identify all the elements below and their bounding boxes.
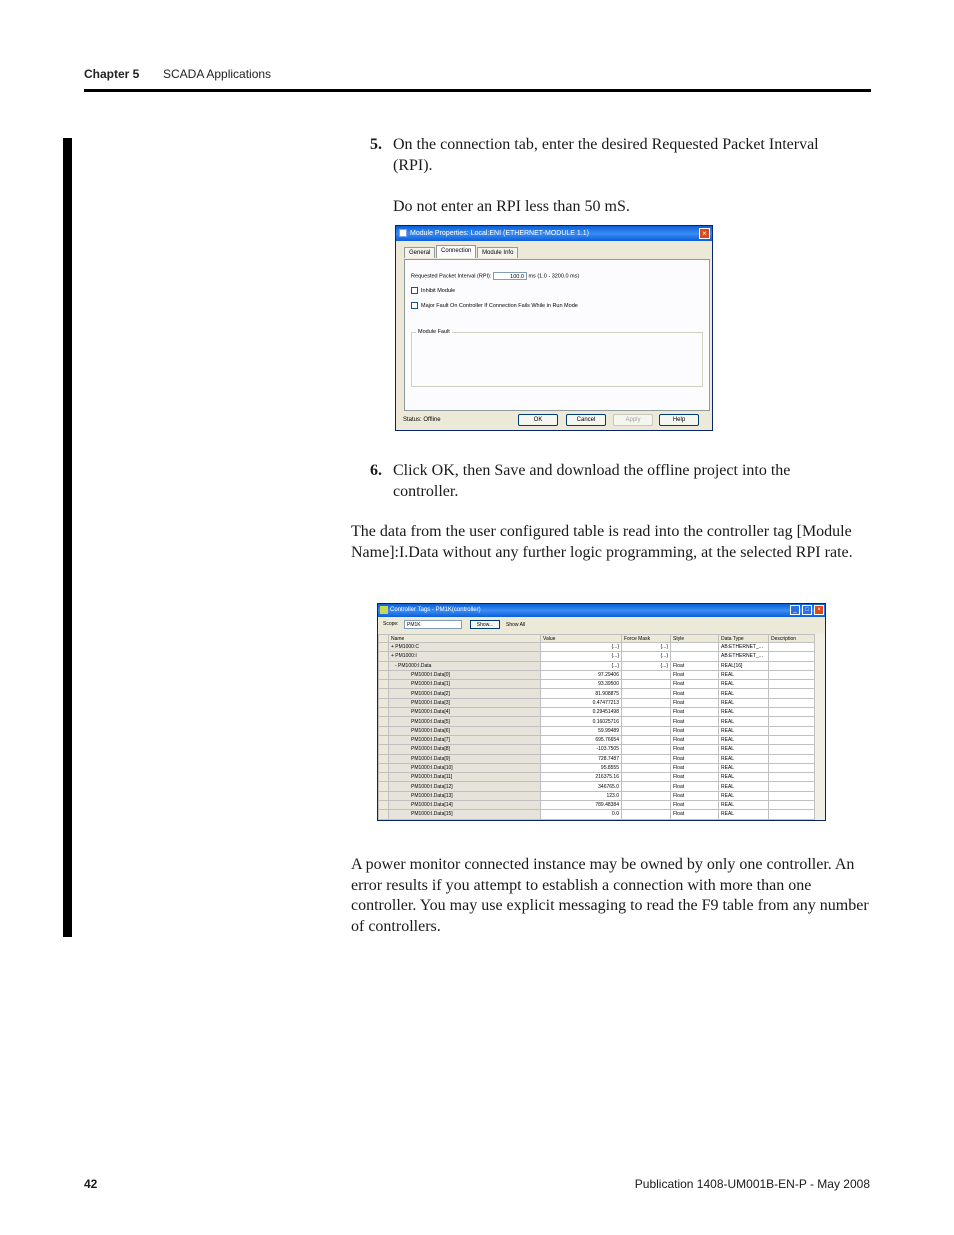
- col-header-style[interactable]: Style: [671, 635, 719, 643]
- table-row[interactable]: [379, 782, 817, 791]
- tag-force-mask: [622, 763, 671, 772]
- chapter-label: Chapter 5: [84, 67, 140, 81]
- tag-description: [769, 773, 817, 782]
- tag-value: 0.47477213: [541, 698, 622, 707]
- row-gutter: [379, 726, 389, 735]
- tag-description: [769, 791, 817, 800]
- table-row[interactable]: [379, 763, 817, 772]
- tag-data-type: REAL[16]: [719, 661, 769, 670]
- tag-description: [769, 745, 817, 754]
- tag-value: 728.7487: [541, 754, 622, 763]
- tag-name: PM1000:I.Data[6]: [389, 726, 541, 735]
- tag-value: 695.76654: [541, 735, 622, 744]
- tag-name: PM1000:I.Data[8]: [389, 745, 541, 754]
- tag-data-type: REAL: [719, 810, 769, 819]
- table-row[interactable]: [379, 801, 817, 810]
- tag-name: PM1000:I.Data[2]: [389, 689, 541, 698]
- tab-connection[interactable]: Connection: [436, 245, 476, 258]
- tags-header-row: [379, 635, 817, 643]
- tag-value: {...}: [541, 652, 622, 661]
- publication-id: Publication 1408-UM001B-EN-P - May 2008: [634, 1177, 870, 1191]
- tag-description: [769, 735, 817, 744]
- tag-force-mask: [622, 726, 671, 735]
- module-fault-label: Module Fault: [418, 329, 450, 335]
- paragraph-ownership: A power monitor connected instance may be owned by only one controller. An error results if you attempt to establish a connection with more than one controller. You may use explicit messaging to read the F9 table from any number of controllers.: [351, 856, 869, 935]
- step-5-note: Do not enter an RPI less than 50 mS.: [393, 198, 630, 215]
- status-text: Status: Offline: [403, 417, 441, 423]
- tag-data-type: REAL: [719, 726, 769, 735]
- tag-data-type: REAL: [719, 717, 769, 726]
- tag-force-mask: {...}: [622, 652, 671, 661]
- row-gutter: [379, 745, 389, 754]
- table-row[interactable]: [379, 735, 817, 744]
- tag-force-mask: {...}: [622, 643, 671, 652]
- change-bar: [63, 138, 72, 937]
- tag-force-mask: [622, 735, 671, 744]
- tag-force-mask: [622, 745, 671, 754]
- tag-description: [769, 643, 817, 652]
- tag-style: [671, 652, 719, 661]
- tag-force-mask: [622, 801, 671, 810]
- tag-force-mask: [622, 810, 671, 819]
- tag-style: Float: [671, 717, 719, 726]
- tag-style: Float: [671, 661, 719, 670]
- major-fault-row: [411, 302, 578, 309]
- tag-data-type: REAL: [719, 680, 769, 689]
- tag-style: Float: [671, 763, 719, 772]
- dialog-titlebar: [396, 226, 712, 241]
- tag-name: PM1000:I.Data[9]: [389, 754, 541, 763]
- tag-force-mask: [622, 782, 671, 791]
- ok-button[interactable]: OK: [518, 414, 558, 426]
- row-gutter: [379, 670, 389, 679]
- tag-force-mask: {...}: [622, 661, 671, 670]
- module-properties-dialog: [395, 225, 713, 431]
- tag-value: 93.39500: [541, 680, 622, 689]
- window-icon: [399, 229, 407, 237]
- tag-style: Float: [671, 680, 719, 689]
- maximize-icon[interactable]: □: [802, 605, 812, 615]
- tag-data-type: REAL: [719, 791, 769, 800]
- scope-label: Scope:: [383, 621, 399, 627]
- table-row[interactable]: [379, 717, 817, 726]
- step-text: On the connection tab, enter the desired Requested Packet Interval (RPI).: [393, 136, 819, 174]
- tag-data-type: REAL: [719, 801, 769, 810]
- tag-description: [769, 652, 817, 661]
- tag-name: PM1000:I.Data[1]: [389, 680, 541, 689]
- row-gutter: [379, 661, 389, 670]
- tag-data-type: REAL: [719, 754, 769, 763]
- rpi-label: Requested Packet Interval (RPI):: [411, 273, 492, 280]
- row-gutter: [379, 791, 389, 800]
- tags-titlebar: [378, 604, 825, 617]
- table-row[interactable]: [379, 708, 817, 717]
- tag-data-type: REAL: [719, 735, 769, 744]
- gutter-header: [379, 635, 389, 643]
- tag-data-type: REAL: [719, 670, 769, 679]
- row-gutter: [379, 801, 389, 810]
- tag-description: [769, 763, 817, 772]
- row-gutter: [379, 810, 389, 819]
- tag-value: {...}: [541, 661, 622, 670]
- tag-description: [769, 661, 817, 670]
- show-button[interactable]: Show...: [470, 620, 500, 629]
- tag-value: 97.29406: [541, 670, 622, 679]
- table-row[interactable]: [379, 680, 817, 689]
- tags-grid: [378, 634, 817, 820]
- tag-force-mask: [622, 670, 671, 679]
- tag-name: PM1000:I.Data[0]: [389, 670, 541, 679]
- rpi-units: ms (1.0 - 3200.0 ms): [528, 273, 580, 280]
- tag-style: Float: [671, 801, 719, 810]
- controller-tags-window: [377, 603, 826, 821]
- tag-description: [769, 708, 817, 717]
- col-header-data-type[interactable]: Data Type: [719, 635, 769, 643]
- tag-data-type: REAL: [719, 689, 769, 698]
- tag-style: Float: [671, 754, 719, 763]
- tag-data-type: AB:ETHERNET_...: [719, 643, 769, 652]
- tag-value: 0.16025716: [541, 717, 622, 726]
- row-gutter: [379, 680, 389, 689]
- tag-style: Float: [671, 810, 719, 819]
- tag-value: 0.29451498: [541, 708, 622, 717]
- tag-data-type: REAL: [719, 773, 769, 782]
- tag-name: PM1000:I.Data[11]: [389, 773, 541, 782]
- tag-style: Float: [671, 735, 719, 744]
- tab-general[interactable]: General: [404, 247, 435, 258]
- paragraph-data-read: The data from the user configured table is read into the controller tag [Module Name]:I.Data without any further logic programming, at the selected RPI rate.: [351, 523, 853, 561]
- tag-name: - PM1000:I.Data: [389, 661, 541, 670]
- tag-style: Float: [671, 689, 719, 698]
- step-number: 6.: [370, 462, 382, 479]
- tag-value: 123.0: [541, 791, 622, 800]
- tag-style: [671, 643, 719, 652]
- tag-description: [769, 670, 817, 679]
- tag-force-mask: [622, 689, 671, 698]
- tag-value: 216375.16: [541, 773, 622, 782]
- table-row[interactable]: [379, 754, 817, 763]
- inhibit-row: [411, 287, 455, 294]
- step-5: [370, 134, 850, 176]
- table-row[interactable]: [379, 810, 817, 819]
- table-row[interactable]: [379, 643, 817, 652]
- tag-description: [769, 689, 817, 698]
- tag-name: PM1000:I.Data[13]: [389, 791, 541, 800]
- tag-name: PM1000:I.Data[14]: [389, 801, 541, 810]
- tag-data-type: REAL: [719, 763, 769, 772]
- tag-force-mask: [622, 717, 671, 726]
- tag-style: Float: [671, 708, 719, 717]
- step-text: Click OK, then Save and download the offline project into the controller.: [393, 462, 791, 500]
- tag-name: PM1000:I.Data[5]: [389, 717, 541, 726]
- rpi-row: [411, 272, 579, 280]
- row-gutter: [379, 643, 389, 652]
- cancel-button[interactable]: Cancel: [566, 414, 606, 426]
- tag-style: Float: [671, 745, 719, 754]
- tag-force-mask: [622, 698, 671, 707]
- header-rule: [84, 89, 871, 92]
- row-gutter: [379, 689, 389, 698]
- tag-data-type: REAL: [719, 745, 769, 754]
- tag-style: Float: [671, 670, 719, 679]
- table-row[interactable]: [379, 652, 817, 661]
- table-row[interactable]: [379, 661, 817, 670]
- tag-style: Float: [671, 791, 719, 800]
- module-fault-group: [411, 329, 703, 387]
- tag-value: 789.48384: [541, 801, 622, 810]
- page-number: 42: [84, 1177, 98, 1191]
- tag-name: + PM1000:I: [389, 652, 541, 661]
- tag-force-mask: [622, 773, 671, 782]
- row-gutter: [379, 717, 389, 726]
- tag-style: Float: [671, 773, 719, 782]
- tag-name: PM1000:I.Data[15]: [389, 810, 541, 819]
- tag-description: [769, 782, 817, 791]
- tag-value: 81.908875: [541, 689, 622, 698]
- apply-button[interactable]: Apply: [613, 414, 653, 426]
- major-fault-label: Major Fault On Controller If Connection Fails While in Run Mode: [421, 302, 578, 309]
- row-gutter: [379, 782, 389, 791]
- tags-title: Controller Tags - PM1K(controller): [390, 607, 481, 613]
- show-filter-text: Show All: [506, 622, 526, 628]
- connection-panel: [404, 259, 710, 411]
- col-header-description[interactable]: Description: [769, 635, 817, 643]
- tag-force-mask: [622, 680, 671, 689]
- table-row[interactable]: [379, 689, 817, 698]
- tag-name: PM1000:I.Data[10]: [389, 763, 541, 772]
- table-row[interactable]: [379, 698, 817, 707]
- tag-value: {...}: [541, 643, 622, 652]
- chapter-title: SCADA Applications: [163, 67, 272, 81]
- tag-value: 0.0: [541, 810, 622, 819]
- minimize-icon[interactable]: _: [790, 605, 800, 615]
- row-gutter: [379, 708, 389, 717]
- tag-description: [769, 680, 817, 689]
- step-number: 5.: [370, 136, 382, 153]
- dialog-title: Module Properties: Local:ENI (ETHERNET-MODULE 1.1): [410, 230, 589, 237]
- row-gutter: [379, 735, 389, 744]
- tag-style: Float: [671, 698, 719, 707]
- tag-description: [769, 698, 817, 707]
- row-gutter: [379, 754, 389, 763]
- table-row[interactable]: [379, 745, 817, 754]
- row-gutter: [379, 763, 389, 772]
- tag-data-type: AB:ETHERNET_...: [719, 652, 769, 661]
- vertical-scrollbar[interactable]: [814, 634, 825, 821]
- col-header-name[interactable]: Name: [389, 635, 541, 643]
- tag-name: PM1000:I.Data[12]: [389, 782, 541, 791]
- tag-style: Float: [671, 726, 719, 735]
- tag-name: PM1000:I.Data[3]: [389, 698, 541, 707]
- help-button[interactable]: Help: [659, 414, 699, 426]
- tag-force-mask: [622, 791, 671, 800]
- inhibit-label: Inhibit Module: [421, 287, 456, 294]
- row-gutter: [379, 773, 389, 782]
- row-gutter: [379, 652, 389, 661]
- tag-description: [769, 754, 817, 763]
- step-6: [370, 460, 850, 502]
- window-icon: [380, 606, 388, 614]
- tab-module-info[interactable]: Module Info: [477, 247, 518, 258]
- inhibit-checkbox[interactable]: [411, 287, 418, 294]
- tag-force-mask: [622, 754, 671, 763]
- col-header-value[interactable]: Value: [541, 635, 622, 643]
- tag-description: [769, 717, 817, 726]
- tag-data-type: REAL: [719, 708, 769, 717]
- tag-description: [769, 726, 817, 735]
- tag-style: Float: [671, 782, 719, 791]
- rpi-input[interactable]: 100.0: [493, 272, 527, 280]
- tag-data-type: REAL: [719, 698, 769, 707]
- table-row[interactable]: [379, 670, 817, 679]
- tag-description: [769, 801, 817, 810]
- close-icon[interactable]: ×: [699, 228, 710, 239]
- tag-value: -103.7505: [541, 745, 622, 754]
- scope-select[interactable]: PM1K: [404, 620, 462, 629]
- table-row[interactable]: [379, 791, 817, 800]
- tag-name: + PM1000:C: [389, 643, 541, 652]
- tag-name: PM1000:I.Data[7]: [389, 735, 541, 744]
- tag-value: 346765.0: [541, 782, 622, 791]
- col-header-force-mask[interactable]: Force Mask: [622, 635, 671, 643]
- tag-force-mask: [622, 708, 671, 717]
- table-row[interactable]: [379, 773, 817, 782]
- tag-data-type: REAL: [719, 782, 769, 791]
- tag-description: [769, 810, 817, 819]
- major-fault-checkbox[interactable]: [411, 302, 418, 309]
- row-gutter: [379, 698, 389, 707]
- close-icon[interactable]: ×: [814, 605, 824, 615]
- tag-value: 95.8555: [541, 763, 622, 772]
- tag-value: 59.99489: [541, 726, 622, 735]
- table-row[interactable]: [379, 726, 817, 735]
- tag-name: PM1000:I.Data[4]: [389, 708, 541, 717]
